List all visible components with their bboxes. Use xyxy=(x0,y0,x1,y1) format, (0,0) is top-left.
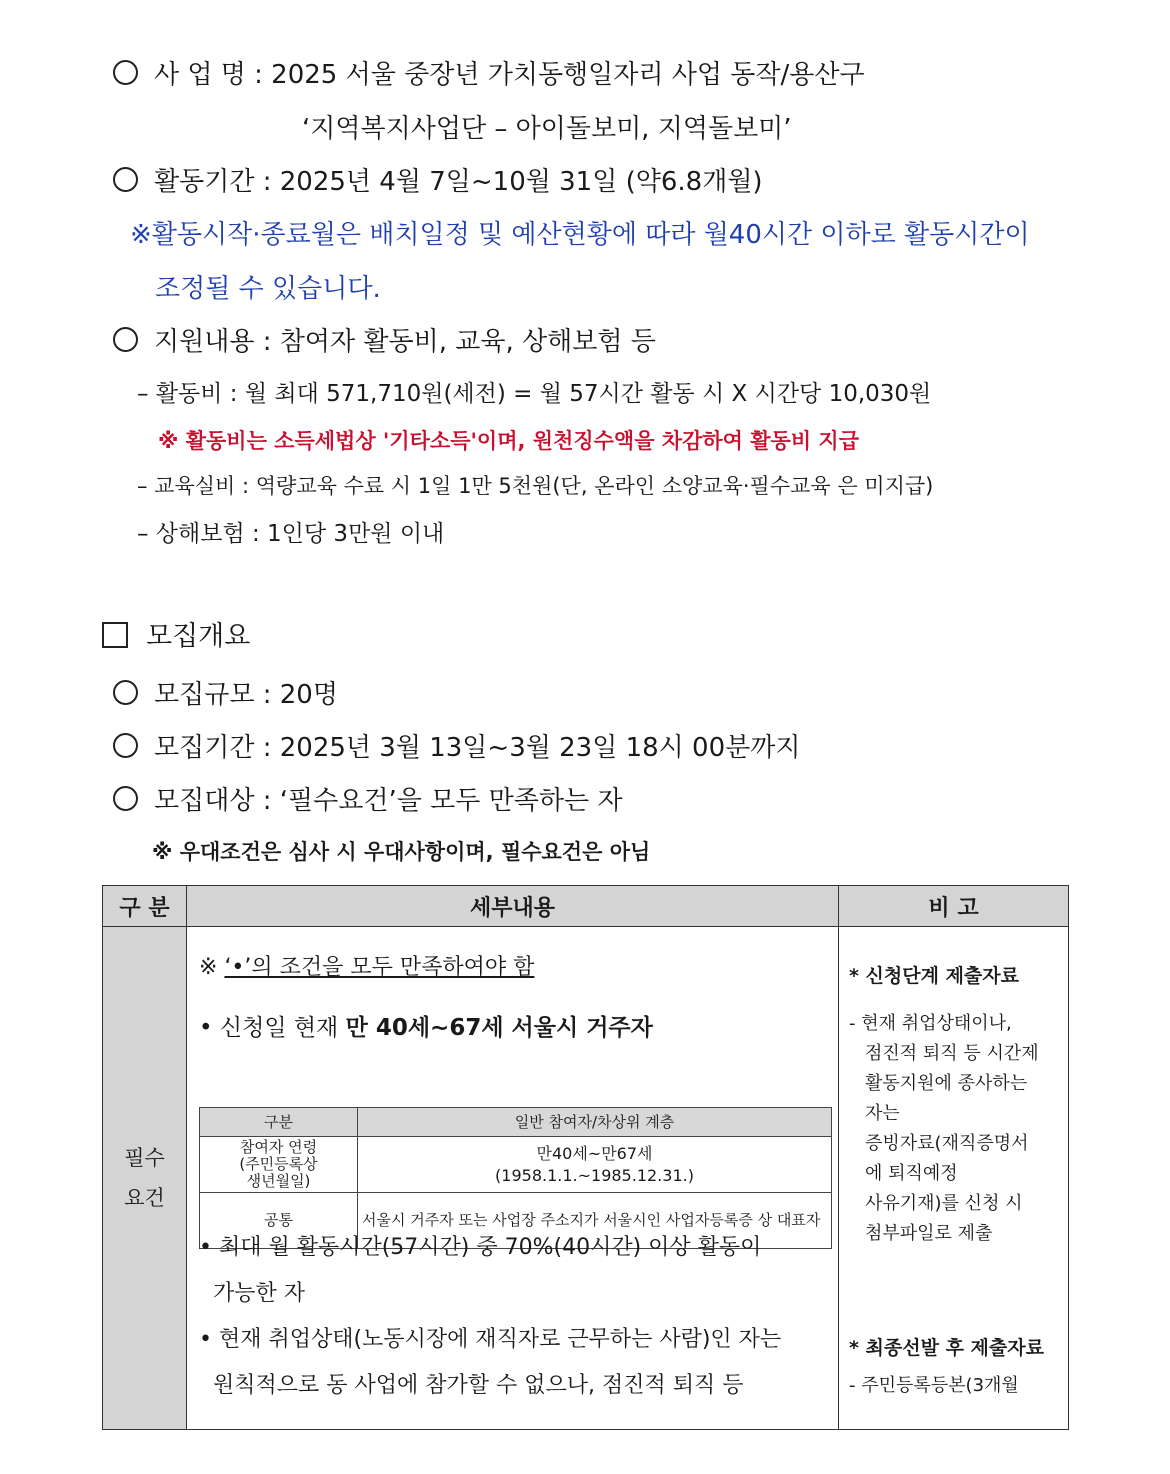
sub-header-group: 일반 참여자/차상위 계층 xyxy=(358,1108,832,1137)
remark-line: - 주민등록등본(3개월 xyxy=(849,1375,1019,1396)
circle-bullet-icon xyxy=(113,167,138,192)
condition-line: ※ ‘•’의 조건을 모두 만족하여야 함 xyxy=(199,955,535,980)
remark-line: 에 퇴직예정 xyxy=(865,1163,958,1184)
bullet-activity-hours-1: • 최대 월 활동시간(57시간) 중 70%(40시간) 이상 활동이 xyxy=(199,1235,762,1260)
recruit-target: 모집대상 : ‘필수요건’을 모두 만족하는 자 xyxy=(113,784,622,818)
section-heading: 모집개요 xyxy=(102,620,250,654)
support-line: 지원내용 : 참여자 활동비, 교육, 상해보험 등 xyxy=(113,325,656,359)
period-note-2: 조정될 수 있습니다. xyxy=(155,274,381,304)
project-sub: ‘지역복지사업단 – 아이돌보미, 지역돌보미’ xyxy=(302,114,792,144)
support-item-insurance: – 상해보험 : 1인당 3만원 이내 xyxy=(137,521,445,547)
remark-line: 활동지원에 종사하는 xyxy=(865,1073,1028,1094)
recruit-scale: 모집규모 : 20명 xyxy=(113,678,338,712)
remark-title-final: * 최종선발 후 제출자료 xyxy=(849,1337,1044,1359)
age-value: 만40세~만67세 (1958.1.1.~1985.12.31.) xyxy=(358,1137,832,1193)
remark-line: 증빙자료(재직증명서 xyxy=(865,1133,1029,1154)
remarks-cell xyxy=(839,927,1069,1430)
age-label: 참여자 연령 (주민등록상 생년월일) xyxy=(200,1137,358,1193)
remark-line: 첨부파일로 제출 xyxy=(865,1223,993,1244)
remark-line: - 현재 취업상태이나, xyxy=(849,1013,1012,1034)
header-category: 구 분 xyxy=(103,886,187,927)
recruit-period: 모집기간 : 2025년 3월 13일~3월 23일 18시 00분까지 xyxy=(113,731,801,765)
period-line: 활동기간 : 2025년 4월 7일~10월 31일 (약6.8개월) xyxy=(113,165,763,199)
recruit-note: ※ 우대조건은 심사 시 우대사항이며, 필수요건은 아님 xyxy=(152,840,651,864)
circle-bullet-icon xyxy=(113,680,138,705)
support-tax-note: ※ 활동비는 소득세법상 '기타소득'이며, 원천징수액을 차감하여 활동비 지급 xyxy=(158,429,860,453)
period-note-1: ※활동시작·종료월은 배치일정 및 예산현황에 따라 월40시간 이하로 활동시간이 xyxy=(130,220,1030,250)
requirements-table xyxy=(102,885,1069,1430)
common-label: 공통 xyxy=(200,1193,358,1249)
category-label-1: 필수 xyxy=(124,1146,165,1170)
circle-bullet-icon xyxy=(113,327,138,352)
bullet-employment-1: • 현재 취업상태(노동시장에 재직자로 근무하는 사람)인 자는 xyxy=(199,1327,782,1352)
bullet-employment-2: 원칙적으로 동 사업에 참가할 수 없으나, 점진적 퇴직 등 xyxy=(213,1373,744,1398)
remark-title-application: * 신청단계 제출자료 xyxy=(849,965,1019,987)
category-label-2: 요건 xyxy=(124,1186,165,1210)
bullet-age-residence: • 신청일 현재 만 40세~67세 서울시 거주자 xyxy=(199,1015,653,1041)
detail-cell xyxy=(187,927,839,1430)
remark-line: 사유기재)를 신청 시 xyxy=(865,1193,1023,1214)
remark-line: 자는 xyxy=(865,1103,900,1124)
header-remarks: 비 고 xyxy=(839,886,1069,927)
category-cell xyxy=(103,927,187,1430)
circle-bullet-icon xyxy=(113,733,138,758)
support-item-activity: – 활동비 : 월 최대 571,710원(세전) = 월 57시간 활동 시 X 시간당 10,030원 xyxy=(137,381,932,407)
sub-header-category: 구분 xyxy=(200,1108,358,1137)
eligibility-subtable xyxy=(199,1107,832,1249)
remark-line: 점진적 퇴직 등 시간제 xyxy=(865,1043,1039,1064)
project-line: 사 업 명 : 2025 서울 중장년 가치동행일자리 사업 동작/용산구 xyxy=(113,58,865,92)
circle-bullet-icon xyxy=(113,60,138,85)
circle-bullet-icon xyxy=(113,786,138,811)
header-detail: 세부내용 xyxy=(187,886,839,927)
square-bullet-icon xyxy=(102,622,128,648)
bullet-activity-hours-2: 가능한 자 xyxy=(213,1281,306,1306)
common-value: 서울시 거주자 또는 사업장 주소지가 서울시인 사업자등록증 상 대표자 xyxy=(358,1193,832,1249)
support-item-education: – 교육실비 : 역량교육 수료 시 1일 1만 5천원(단, 온라인 소양교육·필수교육 은 미지급) xyxy=(137,474,934,498)
